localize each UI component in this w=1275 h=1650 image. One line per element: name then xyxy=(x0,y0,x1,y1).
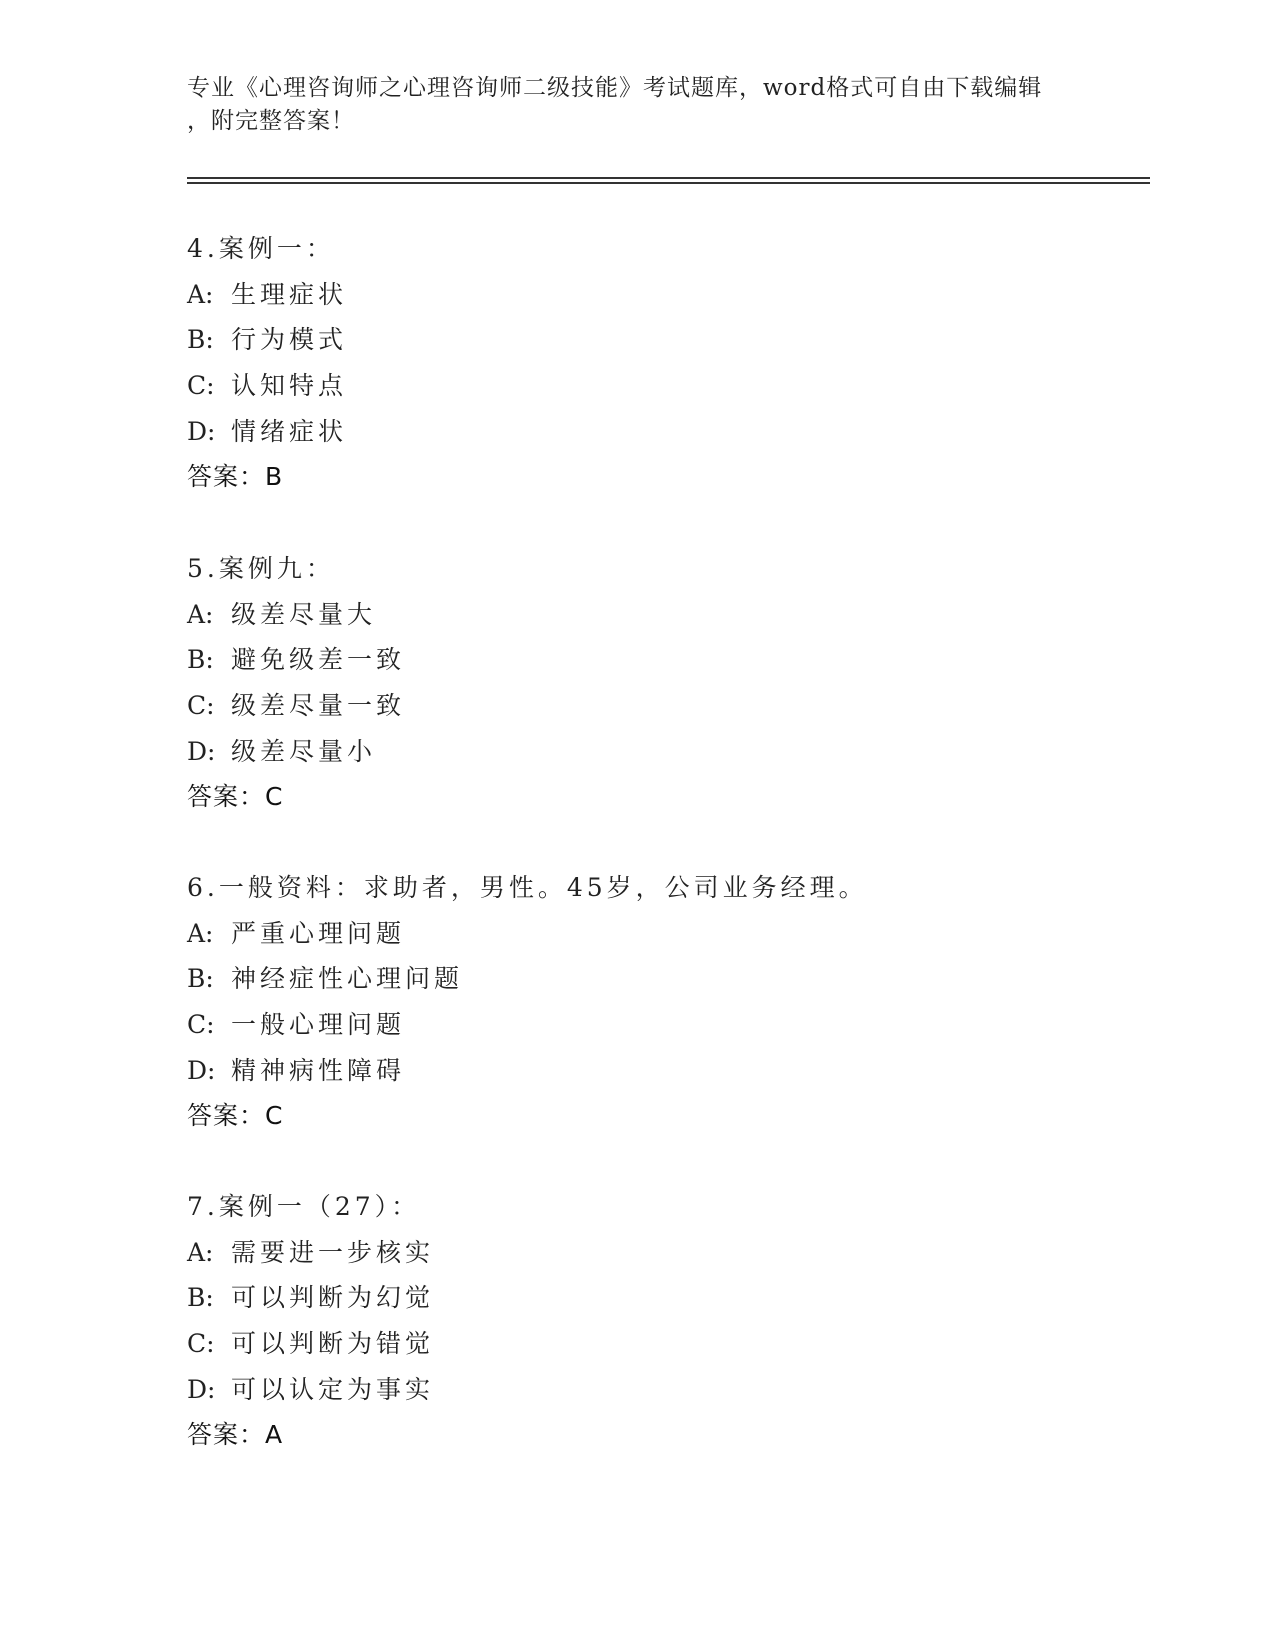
option-text: 级差尽量大 xyxy=(231,599,377,629)
question-stem: 5.案例九： xyxy=(187,554,335,583)
question-block xyxy=(187,1184,1087,1458)
header-title-line-2: ，附完整答案！ xyxy=(187,108,355,134)
header-title-line-1: 专业《心理咨询师之心理咨询师二级技能》考试题库，word格式可自由下载编辑 xyxy=(187,75,1043,101)
option-d xyxy=(187,1048,1087,1094)
option-letter: D: xyxy=(187,736,216,766)
option-c xyxy=(187,1002,1087,1048)
option-text: 级差尽量小 xyxy=(231,736,377,766)
header-double-rule xyxy=(187,177,1150,185)
option-text: 需要进一步核实 xyxy=(231,1237,435,1267)
header-rule-bottom xyxy=(187,182,1150,184)
option-text: 可以判断为错觉 xyxy=(231,1329,435,1359)
option-letter: A: xyxy=(187,599,214,629)
option-c xyxy=(187,363,1087,409)
option-letter: C: xyxy=(187,1010,215,1040)
answer-line: 答案：C xyxy=(187,782,284,812)
question-stem: 7.案例一（27）： xyxy=(187,1192,421,1221)
option-text: 行为模式 xyxy=(231,325,348,355)
option-b xyxy=(187,637,1087,683)
option-text: 精神病性障碍 xyxy=(231,1055,406,1085)
option-a xyxy=(187,1230,1087,1276)
question-block xyxy=(187,226,1087,500)
option-letter: D: xyxy=(187,416,216,446)
option-text: 一般心理问题 xyxy=(231,1010,406,1040)
option-text: 可以判断为幻觉 xyxy=(231,1283,435,1313)
option-letter: B: xyxy=(187,645,214,675)
option-text: 生理症状 xyxy=(231,279,348,309)
option-a xyxy=(187,272,1087,318)
option-text: 认知特点 xyxy=(231,371,348,401)
option-text: 严重心理问题 xyxy=(231,918,406,948)
option-text: 情绪症状 xyxy=(231,416,348,446)
option-d xyxy=(187,1367,1087,1413)
question-block xyxy=(187,865,1087,1139)
option-text: 神经症性心理问题 xyxy=(231,964,464,994)
question-stem: 4.案例一： xyxy=(187,234,335,263)
document-header xyxy=(187,72,1087,138)
option-text: 避免级差一致 xyxy=(231,645,406,675)
option-a xyxy=(187,911,1087,957)
answer-line: 答案：B xyxy=(187,462,284,492)
option-d xyxy=(187,409,1087,455)
option-letter: A: xyxy=(187,918,214,948)
option-letter: C: xyxy=(187,1329,215,1359)
option-letter: B: xyxy=(187,325,214,355)
option-text: 可以认定为事实 xyxy=(231,1374,435,1404)
option-letter: D: xyxy=(187,1374,216,1404)
option-d xyxy=(187,729,1087,775)
option-a xyxy=(187,592,1087,638)
option-b xyxy=(187,317,1087,363)
option-c xyxy=(187,1321,1087,1367)
option-b xyxy=(187,1275,1087,1321)
option-text: 级差尽量一致 xyxy=(231,691,406,721)
option-letter: B: xyxy=(187,1283,214,1313)
answer-line: 答案：A xyxy=(187,1420,284,1450)
option-letter: A: xyxy=(187,1237,214,1267)
option-letter: D: xyxy=(187,1055,216,1085)
option-letter: B: xyxy=(187,964,214,994)
question-stem: 6.一般资料：求助者，男性。45岁，公司业务经理。 xyxy=(187,873,868,902)
question-block xyxy=(187,546,1087,820)
header-rule-top xyxy=(187,177,1150,179)
option-c xyxy=(187,683,1087,729)
option-letter: A: xyxy=(187,279,214,309)
option-b xyxy=(187,956,1087,1002)
option-letter: C: xyxy=(187,371,215,401)
answer-line: 答案：C xyxy=(187,1101,284,1131)
option-letter: C: xyxy=(187,691,215,721)
